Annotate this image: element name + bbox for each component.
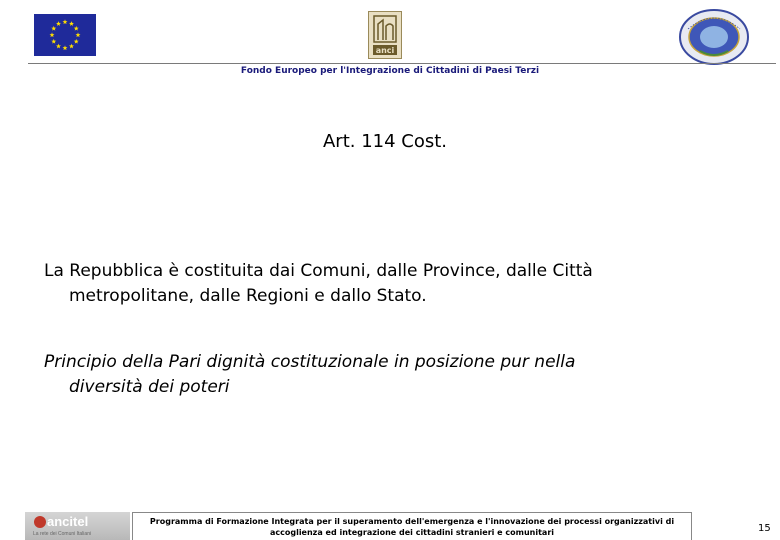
paragraph-2-line-2: diversità dei poteri <box>69 377 230 397</box>
paragraph-2-line-1: Principio della Pari dignità costituzionale in posizione pur nella <box>44 352 576 372</box>
eu-star-icon <box>63 45 68 50</box>
eu-star-icon <box>76 32 81 37</box>
ancitel-dot-icon <box>34 516 46 528</box>
eu-star-icon <box>56 44 61 49</box>
eu-star-icon <box>69 44 74 49</box>
anci-logo-text: anci <box>375 46 395 55</box>
ancitel-logo <box>25 512 130 540</box>
ancitel-subtitle: La rete dei Comuni Italiani <box>33 531 92 537</box>
page-number: 15 <box>758 523 771 534</box>
paragraph-1 <box>44 259 744 309</box>
footer-program-line-1: Programma di Formazione Integrata per il superamento dell'emergenza e l'innovazione dei processi organizzativi di <box>149 517 675 526</box>
ancitel-name: ancitel <box>47 514 89 529</box>
eu-star-icon <box>74 26 79 31</box>
circular-seal-logo <box>678 9 750 65</box>
eu-star-icon <box>69 21 74 26</box>
fund-title: Fondo Europeo per l'Integrazione di Cittadini di Paesi Terzi <box>240 66 540 76</box>
footer-program-box <box>132 512 692 540</box>
eu-stars-icon <box>34 14 96 56</box>
paragraph-2 <box>44 350 744 400</box>
slide-title: Art. 114 Cost. <box>322 131 448 152</box>
footer-program-line-2: accoglienza ed integrazione dei cittadini stranieri e comunitari <box>269 528 555 537</box>
eu-star-icon <box>51 26 56 31</box>
footer-program-text <box>133 516 691 538</box>
eu-star-icon <box>74 39 79 44</box>
header-divider <box>28 63 776 64</box>
eu-star-icon <box>50 32 55 37</box>
eu-flag-logo <box>34 14 96 56</box>
eu-star-icon <box>51 39 56 44</box>
eu-star-icon <box>56 21 61 26</box>
paragraph-1-line-1: La Repubblica è costituita dai Comuni, dalle Province, dalle Città <box>44 261 593 281</box>
anci-logo <box>368 11 402 59</box>
eu-star-icon <box>63 19 68 24</box>
paragraph-1-line-2: metropolitane, dalle Regioni e dallo Stato. <box>69 286 427 306</box>
